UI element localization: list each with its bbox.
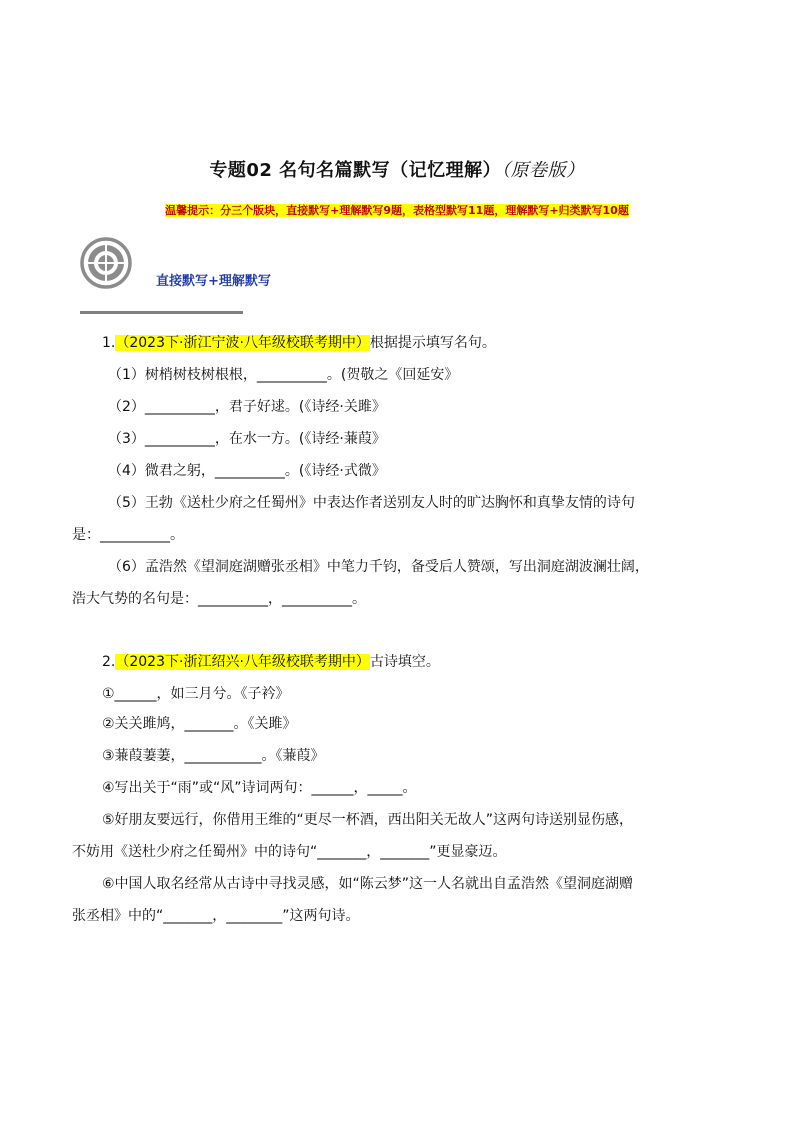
q2-item-1: ①______，如三月兮。《子衿》 [102, 686, 290, 702]
tip-text: 温馨提示：分三个版块，直接默写+理解默写9题，表格型默写11题，理解默写+归类默写10题 [165, 204, 629, 217]
q2-number: 2. [102, 654, 116, 670]
q2-item-3: ③蒹葭萋萋，___________。《蒹葭》 [102, 748, 325, 764]
q2-item-5-cont: 不妨用《送杜少府之任蜀州》中的诗句“_______，_______”更显豪迈。 [72, 844, 507, 860]
q2-item-6: ⑥中国人取名经常从古诗中寻找灵感，如“陈云梦”这一人名就出自孟浩然《望洞庭湖赠 [102, 876, 634, 892]
q1-number: 1. [102, 335, 116, 351]
q2-header [102, 652, 440, 672]
page-title [0, 156, 794, 182]
q1-prompt: 根据提示填写名句。 [369, 335, 496, 351]
q1-item-4: （4）微君之躬，__________。(《诗经·式微》 [108, 463, 386, 479]
q1-item-1: （1）树梢树枝树根根，__________。(贺敬之《回延安》 [108, 367, 459, 383]
q1-header [102, 333, 496, 353]
section-title: 直接默写+理解默写 [156, 274, 271, 289]
q2-item-4: ④写出关于“雨”或“风”诗词两句：______，_____。 [102, 780, 417, 796]
tip-banner [0, 202, 794, 218]
q2-prompt: 古诗填空。 [369, 654, 440, 670]
title-main: 专题02 名句名篇默写（记忆理解） [209, 160, 502, 181]
q2-source: （2023下·浙江绍兴·八年级校联考期中） [115, 654, 370, 670]
q1-item-2: （2）__________，君子好逑。(《诗经·关雎》 [108, 399, 386, 415]
q1-item-6-cont: 浩大气势的名句是：__________，__________。 [72, 591, 366, 607]
q1-item-5: （5）王勃《送杜少府之任蜀州》中表达作者送别友人时的旷达胸怀和真挚友情的诗句 [108, 495, 635, 511]
target-icon [80, 237, 132, 289]
q2-item-5: ⑤好朋友要远行，你借用王维的“更尽一杯酒，西出阳关无故人”这两句诗送别显伤感， [102, 812, 634, 828]
q2-item-6-cont: 张丞相》中的“_______，________”这两句诗。 [72, 908, 360, 924]
q2-item-2: ②关关雎鸠，_______。《关雎》 [102, 716, 297, 732]
title-suffix: （原卷版） [501, 160, 585, 181]
q1-item-6: （6）孟浩然《望洞庭湖赠张丞相》中笔力千钧，备受后人赞颂，写出洞庭湖波澜壮阔， [108, 559, 649, 575]
q1-item-5-cont: 是：__________。 [72, 527, 184, 543]
q1-item-3: （3）__________，在水一方。(《诗经·蒹葭》 [108, 431, 386, 447]
q1-source: （2023下·浙江宁波·八年级校联考期中） [115, 335, 370, 351]
section-underline [80, 311, 243, 314]
